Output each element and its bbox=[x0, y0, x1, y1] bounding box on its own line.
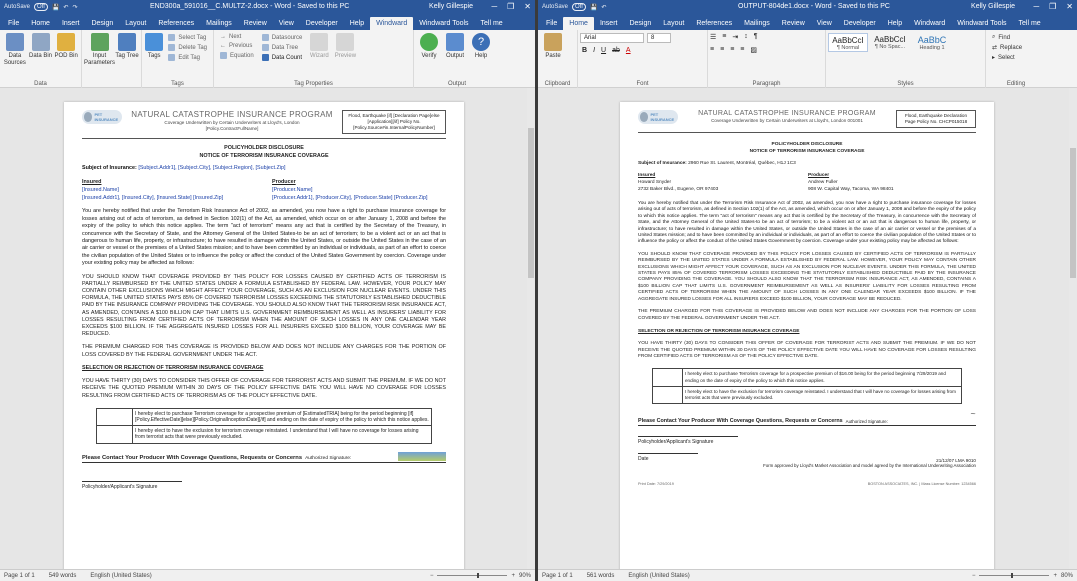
zoom-slider-handle[interactable] bbox=[477, 573, 479, 578]
word-count[interactable]: 549 words bbox=[48, 572, 77, 579]
preview-label: Preview bbox=[334, 53, 357, 59]
tab-windward-tools[interactable]: Windward Tools bbox=[957, 20, 1007, 27]
previous-label: Previous bbox=[229, 43, 253, 49]
help-button[interactable] bbox=[468, 33, 494, 60]
verify-button[interactable] bbox=[416, 33, 442, 60]
tab-references[interactable]: References bbox=[158, 20, 195, 27]
bin-icon bbox=[32, 33, 50, 51]
tab-references[interactable]: References bbox=[696, 20, 733, 27]
logo-mark bbox=[640, 112, 648, 122]
producer-label: Producer bbox=[272, 179, 296, 186]
replace-icon: ⇄ bbox=[992, 45, 998, 51]
params-group bbox=[82, 30, 142, 88]
tab-layout[interactable]: Layout bbox=[663, 20, 685, 27]
premium-paragraph: THE PREMIUM CHARGED FOR THIS COVERAGE IS PROVIDED BELOW AND DOES NOT INCLUDE ANY CHARGES FOR THE PORTION OF LOSS COVERED BY THE FEDERAL GOVERNMENT UNDER THE ACT. bbox=[82, 344, 446, 358]
status-bar bbox=[0, 569, 535, 581]
election-checkbox-1[interactable] bbox=[97, 408, 133, 425]
page-count[interactable]: Page 1 of 1 bbox=[542, 572, 573, 579]
document-area bbox=[538, 88, 1077, 569]
styles-label: Styles bbox=[897, 81, 914, 87]
sort-icon[interactable]: ↕ bbox=[744, 33, 748, 40]
equation-button[interactable] bbox=[220, 52, 254, 59]
redo-icon[interactable]: ↷ bbox=[72, 4, 78, 11]
output-button[interactable] bbox=[442, 33, 468, 60]
subject-label: Subject of Insurance: bbox=[638, 161, 687, 166]
font-label: Font bbox=[636, 81, 649, 87]
arrow-right-icon: → bbox=[220, 34, 226, 40]
font-size-dropdown[interactable]: 8 bbox=[647, 33, 671, 43]
tell-me-search[interactable]: Tell me bbox=[1018, 20, 1041, 27]
tab-file[interactable]: File bbox=[546, 20, 558, 27]
tab-windward[interactable]: Windward bbox=[914, 20, 946, 27]
find-label: Find bbox=[998, 34, 1011, 41]
pilcrow-icon[interactable]: ¶ bbox=[753, 33, 758, 40]
save-icon[interactable]: 💾 bbox=[589, 4, 598, 11]
tree-icon bbox=[118, 33, 136, 51]
producer-name[interactable]: [Producer.Name] bbox=[272, 187, 313, 194]
clipboard-label: Clipboard bbox=[544, 81, 571, 87]
shading-icon[interactable]: ▨ bbox=[750, 47, 757, 54]
select-button[interactable] bbox=[992, 54, 1022, 61]
wizard-label: Wizard bbox=[310, 53, 329, 59]
underline-icon[interactable]: U bbox=[601, 47, 607, 54]
bold-icon[interactable]: B bbox=[582, 47, 588, 54]
style-no-spacing[interactable] bbox=[870, 33, 910, 50]
producer-address: 908 W. Capital Way, Tacoma, WA 98401 bbox=[808, 187, 894, 192]
tab-view[interactable]: View bbox=[816, 20, 832, 27]
subject-label: Subject of Insurance: bbox=[82, 165, 137, 171]
select-tag-button[interactable] bbox=[168, 34, 207, 41]
flood-box: Flood, Earthquake [if] [Declaration Page]else [Application][/if] Policy No. [Policy.Source#in.InternalPolicyNumber] bbox=[342, 110, 446, 134]
window-title: END300a_591016__C.MULTZ-2.docx - Word - Saved to this PC bbox=[150, 3, 350, 10]
wizard-button[interactable] bbox=[306, 33, 332, 60]
contact-producer-text: Please Contact Your Producer With Coverage Questions, Requests or Concerns bbox=[638, 418, 843, 425]
editing-label: Editing bbox=[1006, 81, 1026, 87]
arrow-left-icon: ← bbox=[220, 43, 226, 49]
program-title: NATURAL CATASTROPHE INSURANCE PROGRAM bbox=[698, 110, 876, 117]
style-heading-preview: AaBbC bbox=[917, 35, 947, 45]
user-name[interactable]: Kelly Gillespie bbox=[971, 3, 1015, 10]
logo: PET INSURANCE bbox=[638, 110, 678, 124]
program-subtitle: Coverage Underwritten by Certain Underwriters at Lloyd's, London 001001 bbox=[711, 118, 863, 123]
agency-footer: BOSTON ASSOCIATES, INC. | Mass License Number: 1234566 bbox=[867, 482, 976, 487]
policyholder-signature-line: Policyholder/Applicant's Signature bbox=[82, 481, 182, 490]
program-field[interactable]: [Policy.ContractFullName] bbox=[205, 126, 259, 131]
pod-icon bbox=[57, 33, 75, 51]
output-group bbox=[414, 30, 500, 88]
tags-button[interactable] bbox=[144, 33, 164, 60]
style-no-spacing-preview: AaBbCcI bbox=[874, 35, 906, 44]
election-exclusion-text: I hereby elect to have the exclusion for terrorism coverage reinstated. I understand that I will have no coverage for losses arising from terrorist acts that were previously excluded. bbox=[133, 426, 432, 443]
paragraph-label: Paragraph bbox=[752, 81, 781, 87]
user-name[interactable]: Kelly Gillespie bbox=[429, 3, 473, 10]
word-count[interactable]: 561 words bbox=[586, 572, 615, 579]
paste-label: Paste bbox=[545, 53, 561, 59]
election-purchase-text: I hereby elect to purchase Terrorism coverage for a prospective premium of $16.00 being for the period beginning 7/29/2019 and ending on the date of expiry of the policy to which this notice applies. bbox=[683, 369, 962, 386]
zoom-out-icon[interactable]: − bbox=[429, 572, 434, 579]
language[interactable]: English (United States) bbox=[90, 572, 152, 579]
coverage-paragraph: YOU SHOULD KNOW THAT COVERAGE PROVIDED BY THIS POLICY FOR LOSSES CAUSED BY CERTIFIED ACTS OF TERRORISM IS PARTIALLY REIMBURSED BY THE UNITED STATES UNDER A FORMULA ESTABLISHED BY FEDERAL LAW. HOWEVER, YOUR POLICY MAY CONTAIN OTHER EXCLUSIONS WHICH MIGHT AFFECT YOUR COVERAGE, SUCH AS AN EXCLUSION FOR NUCLEAR EVENTS. UNDER THIS FORMULA, THE UNITED STATES PAYS 85% OF COVERED TERRORISM LOSSES EXCEEDING THE STATUTORILY ESTABLISHED DEDUCTIBLE PAID BY THE INSURANCE COMPANY PROVIDING THE COVERAGE. YOU SHOULD ALSO KNOW THAT THE TERRORISM RISK INSURANCE ACT, AS AMENDED, CONTAINS A $100 BILLION CAP THAT LIMITS U.S. GOVERNMENT REIMBURSEMENT AS WELL AS INSURERS' LIABILITY FOR LOSSES RESULTING FROM CERTIFIED ACTS OF TERRORISM WHEN THE AMOUNT OF SUCH LOSSES IN ANY ONE CALENDAR YEAR EXCEEDS $100 BILLION. IF THE AGGREGATE INSURED LOSSES FOR ALL INSURERS EXCEED $100 BILLION, YOUR COVERAGE MAY BE REDUCED. bbox=[82, 273, 446, 338]
thirty-days-paragraph: YOU HAVE THIRTY (30) DAYS TO CONSIDER THIS OFFER OF COVERAGE FOR TERRORIST ACTS AND SUBMIT THE PREMIUM. IF WE DO NOT RECEIVE THE QUOTED PREMIUM WITHIN 30 DAYS OF THE POLICY EFFECTIVE DATE YOU WILL HAVE NO COVERAGE FOR LOSSES RESULTING FROM CERTIFIED ACTS OF TERRORISM AS OF THE POLICY EFFECTIVE DATE. bbox=[82, 378, 446, 399]
style-heading-name: Heading 1 bbox=[919, 45, 945, 51]
output-label: Output bbox=[445, 53, 464, 59]
data-sources-button[interactable] bbox=[2, 33, 28, 67]
style-normal-preview: AaBbCcI bbox=[832, 36, 864, 45]
data-count-label: Data Count bbox=[271, 54, 303, 61]
tag-tree-button[interactable] bbox=[115, 33, 139, 60]
logo-mark bbox=[84, 112, 92, 122]
election-checkbox-2[interactable] bbox=[653, 386, 683, 403]
justify-icon[interactable]: ≡ bbox=[740, 46, 745, 53]
pod-bin-label: POD Bin bbox=[54, 53, 78, 59]
disclosure-heading: POLICYHOLDER DISCLOSURE bbox=[224, 145, 304, 151]
tab-review[interactable]: Review bbox=[781, 20, 805, 27]
edit-tag-icon bbox=[168, 54, 175, 61]
selection-heading: SELECTION OR REJECTION OF TERRORISM INSURANCE COVERAGE bbox=[82, 364, 264, 371]
paragraph-group bbox=[708, 30, 826, 88]
edit-tag-label: Edit Tag bbox=[178, 54, 200, 61]
align-left-icon[interactable]: ≡ bbox=[710, 46, 715, 53]
parameters-icon bbox=[91, 33, 109, 51]
zoom-level[interactable]: 80% bbox=[1060, 572, 1073, 579]
data-sources-label: Data Sources bbox=[3, 53, 26, 66]
wizard-icon bbox=[310, 33, 328, 51]
data-group bbox=[0, 30, 82, 88]
coverage-paragraph: YOU SHOULD KNOW THAT COVERAGE PROVIDED BY THIS POLICY FOR LOSSES CAUSED BY CERTIFIED ACTS OF TERRORISM IS PARTIALLY REIMBURSED BY THE UNITED STATES UNDER A FORMULA ESTABLISHED BY FEDERAL LAW. HOWEVER, YOUR POLICY MAY CONTAIN OTHER EXCLUSIONS WHICH MIGHT AFFECT YOUR COVERAGE, SUCH AS AN EXCLUSION FOR NUCLEAR EVENTS. UNDER THIS FORMULA, THE UNITED STATES PAYS 85% OF COVERED TERRORISM LOSSES EXCEEDING THE STATUTORILY ESTABLISHED DEDUCTIBLE PAID BY THE INSURANCE COMPANY PROVIDING THE COVERAGE. YOU SHOULD ALSO KNOW THAT THE TERRORISM RISK INSURANCE ACT, AS AMENDED, CONTAINS A $100 BILLION CAP THAT LIMITS U.S. GOVERNMENT REIMBURSEMENT AS WELL AS INSURERS' LIABILITY FOR LOSSES RESULTING FROM CERTIFIED ACTS OF TERRORISM WHEN THE AMOUNT OF SUCH LOSSES IN ANY ONE CALENDAR YEAR EXCEEDS $100 BILLION. IF THE AGGREGATE INSURED LOSSES FOR ALL INSURERS EXCEED $100 BILLION, YOUR COVERAGE MAY BE REDUCED. bbox=[638, 251, 976, 302]
data-bin-label: Data Bin bbox=[29, 53, 53, 59]
tab-help[interactable]: Help bbox=[349, 20, 365, 27]
zoom-level[interactable]: 90% bbox=[518, 572, 531, 579]
align-right-icon[interactable]: ≡ bbox=[730, 46, 735, 53]
tags-label: Tags bbox=[147, 53, 161, 59]
data-bin-button[interactable] bbox=[28, 33, 54, 60]
signature-image: ~ bbox=[970, 410, 976, 419]
indent-icon[interactable]: ⇥ bbox=[732, 34, 739, 41]
datasource-dropdown[interactable] bbox=[262, 34, 303, 41]
windward-ribbon bbox=[0, 30, 535, 88]
document-header bbox=[82, 110, 446, 139]
edit-tag-button[interactable] bbox=[168, 54, 207, 61]
election-exclusion-text: I hereby elect to have the exclusion for terrorism coverage reinstated. I understand that I will have no coverage for losses arising from terrorist acts that were previously excluded. bbox=[683, 386, 962, 403]
tag-tree-label: Tag Tree bbox=[115, 53, 139, 59]
verify-label: Verify bbox=[421, 53, 437, 59]
style-normal[interactable] bbox=[828, 33, 868, 52]
title-bar bbox=[0, 0, 535, 14]
style-normal-name: ¶ Normal bbox=[836, 45, 860, 51]
quick-access-toolbar bbox=[4, 3, 77, 11]
flood-box: Flood, Earthquake Declaration Page Policy No. CHCP015018 bbox=[896, 110, 976, 128]
tab-developer[interactable]: Developer bbox=[843, 20, 876, 27]
insured-address[interactable]: [Insured.Addr1], [Insured.City], [Insured.State] [Insured.Zip] bbox=[82, 195, 224, 202]
insured-label: Insured bbox=[638, 173, 656, 178]
tell-me-search[interactable]: Tell me bbox=[480, 20, 503, 27]
tab-design[interactable]: Design bbox=[91, 20, 114, 27]
editing-group bbox=[986, 30, 1046, 88]
next-button[interactable] bbox=[220, 34, 254, 40]
notice-paragraph: You are hereby notified that under the Terrorism Risk Insurance Act of 2002, as amended, you now have a right to purchase insurance coverage for losses arising out of acts of terrorism, as defined in Section 102(1) of the Act, as amended, which occur on or after January 1, 2008 and before the expiry of the policy to which this notice applies. The term "act of terrorism" means any act that is certified by the Secretary of the Treasury, in concurrence with the Secretary of State, and the Attorney General of the United States-to be an act of terrorism; to be a violent act or an act that is dangerous to human life, property, or infrastructure; to have resulted in damage within the United States, or outside the United States in the case of an air carrier or vessel or the premises of a United States mission; and to have been committed by an individual or individuals, as part of an effort to coerce the civilian population of the United States or to influence the policy or affect the conduct of the United States Government by coercion. Coverage under your existing policy may be affected as follows: bbox=[82, 208, 446, 267]
select-icon: ▸ bbox=[992, 55, 996, 61]
input-parameters-button[interactable] bbox=[84, 33, 115, 67]
strikethrough-icon[interactable]: ab bbox=[612, 47, 620, 54]
document-header bbox=[638, 110, 976, 133]
producer-label: Producer bbox=[808, 173, 830, 178]
search-icon: ⌕ bbox=[992, 34, 996, 40]
data-tree-icon bbox=[262, 44, 269, 51]
zoom-slider[interactable] bbox=[979, 575, 1049, 576]
minimize-icon[interactable]: ─ bbox=[491, 2, 498, 11]
font-color-icon[interactable]: A bbox=[625, 47, 631, 54]
tab-insert[interactable]: Insert bbox=[61, 20, 80, 27]
tab-review[interactable]: Review bbox=[243, 20, 267, 27]
datasource-label: Datasource bbox=[271, 34, 303, 41]
style-heading-1[interactable] bbox=[912, 33, 952, 51]
program-subtitle: Coverage Underwritten by Certain Underwriters at Lloyd's, London bbox=[164, 120, 300, 125]
zoom-out-icon[interactable]: − bbox=[971, 572, 976, 579]
election-checkbox-1[interactable] bbox=[653, 369, 683, 386]
policyholder-signature-line: Policyholder/Applicant's Signature bbox=[638, 436, 738, 445]
insured-name[interactable]: [Insured.Name] bbox=[82, 187, 119, 194]
tab-layout[interactable]: Layout bbox=[125, 20, 147, 27]
quick-access-toolbar bbox=[542, 3, 606, 11]
home-ribbon bbox=[538, 30, 1077, 88]
output-group-label: Output bbox=[447, 81, 466, 87]
zoom-in-icon[interactable]: + bbox=[511, 572, 515, 579]
input-parameters-label: Input Parameters bbox=[84, 53, 116, 66]
scrollbar-thumb[interactable] bbox=[528, 128, 534, 278]
vertical-scrollbar[interactable] bbox=[1069, 88, 1077, 569]
premium-paragraph: THE PREMIUM CHARGED FOR THIS COVERAGE IS PROVIDED BELOW AND DOES NOT INCLUDE ANY CHARGES FOR THE PORTION OF LOSS COVERED BY THE FEDERAL GOVERNMENT UNDER THE ACT. bbox=[638, 309, 976, 321]
delete-tag-icon bbox=[168, 44, 175, 51]
clipboard-group bbox=[538, 30, 578, 88]
tags-group bbox=[142, 30, 214, 88]
font-name-dropdown[interactable]: Arial bbox=[580, 33, 644, 43]
page-count[interactable]: Page 1 of 1 bbox=[4, 572, 35, 579]
date-line: Date bbox=[638, 453, 698, 462]
data-tree-label: Data Tree bbox=[271, 44, 299, 51]
checkmark-icon bbox=[420, 33, 438, 51]
minimize-icon[interactable]: ─ bbox=[1033, 2, 1040, 11]
tab-developer[interactable]: Developer bbox=[305, 20, 338, 27]
close-icon[interactable]: ✕ bbox=[524, 2, 531, 11]
restore-icon[interactable]: ❐ bbox=[507, 2, 515, 11]
close-icon[interactable]: ✕ bbox=[1066, 2, 1073, 11]
clipboard-icon bbox=[544, 33, 562, 51]
contact-producer-text: Please Contact Your Producer With Coverage Questions, Requests or Concerns bbox=[82, 454, 303, 461]
autosave-toggle[interactable]: Off bbox=[34, 3, 48, 11]
election-table bbox=[652, 368, 962, 404]
insured-name: Howard Snyder bbox=[638, 180, 672, 185]
output-icon bbox=[446, 33, 464, 51]
datasource-icon bbox=[262, 34, 269, 41]
zoom-in-icon[interactable]: + bbox=[1053, 572, 1057, 579]
authorized-signature-label: Authorized Signature: bbox=[845, 419, 888, 425]
insured-address: 2732 Baker Blvd., Eugene, OR 97403 bbox=[638, 187, 719, 192]
data-group-label: Data bbox=[34, 81, 47, 87]
program-title: NATURAL CATASTROPHE INSURANCE PROGRAM bbox=[131, 110, 333, 119]
data-count-button[interactable] bbox=[262, 54, 303, 61]
find-button[interactable] bbox=[992, 34, 1022, 41]
equation-label: Equation bbox=[230, 52, 254, 59]
select-label: Select bbox=[998, 54, 1015, 61]
replace-button[interactable] bbox=[992, 44, 1022, 51]
selection-heading: SELECTION OR REJECTION OF TERRORISM INSURANCE COVERAGE bbox=[638, 328, 800, 334]
tab-design[interactable]: Design bbox=[629, 20, 652, 27]
logo: PET INSURANCE bbox=[82, 110, 122, 124]
document-page[interactable] bbox=[64, 102, 464, 569]
autosave-label: AutoSave bbox=[542, 4, 569, 10]
form-code: 21/12/07 LMA 9010 bbox=[936, 458, 976, 464]
tab-file[interactable]: File bbox=[8, 20, 20, 27]
paste-button[interactable] bbox=[540, 33, 566, 60]
play-icon bbox=[336, 33, 354, 51]
document-page[interactable] bbox=[620, 102, 994, 569]
bullets-icon[interactable]: ☰ bbox=[710, 34, 717, 41]
disclosure-heading: POLICYHOLDER DISCLOSURE bbox=[771, 142, 843, 147]
style-no-spacing-name: ¶ No Spac... bbox=[874, 44, 906, 50]
autosave-toggle[interactable]: Off bbox=[572, 3, 586, 11]
data-count-icon bbox=[262, 54, 269, 61]
help-label: Help bbox=[474, 53, 488, 59]
thirty-days-paragraph: YOU HAVE THIRTY (30) DAYS TO CONSIDER THIS OFFER OF COVERAGE FOR TERRORIST ACTS AND SUBMIT THE PREMIUM. IF WE DO NOT RECEIVE THE QUOTED PREMIUM WITHIN 30 DAYS OF THE POLICY EFFECTIVE DATE YOU WILL HAVE NO COVERAGE FOR LOSSES RESULTING FROM CERTIFIED ACTS OF TERRORISM AS OF THE POLICY EFFECTIVE DATE. bbox=[638, 341, 976, 359]
tab-mailings[interactable]: Mailings bbox=[744, 20, 770, 27]
print-date: Print Date: 7/29/2019 bbox=[638, 482, 674, 487]
question-icon: ? bbox=[472, 33, 490, 51]
tab-view[interactable]: View bbox=[278, 20, 294, 27]
ribbon-tabs bbox=[538, 14, 1077, 30]
undo-icon[interactable]: ↶ bbox=[63, 4, 69, 11]
left-word-window bbox=[0, 0, 535, 581]
font-group bbox=[578, 30, 708, 88]
subject-value[interactable]: [Subject.Addr1], [Subject.City], [Subject.Region], [Subject.Zip] bbox=[138, 165, 286, 171]
producer-name: Andrew Fuller bbox=[808, 180, 838, 185]
zoom-slider-handle[interactable] bbox=[1011, 573, 1013, 578]
notice-heading: NOTICE OF TERRORISM INSURANCE COVERAGE bbox=[199, 153, 329, 159]
election-table bbox=[96, 408, 432, 444]
delete-tag-button[interactable] bbox=[168, 44, 207, 51]
tag-properties-group bbox=[214, 30, 414, 88]
tags-group-label: Tags bbox=[171, 81, 184, 87]
tab-home[interactable]: Home bbox=[563, 17, 594, 30]
autosave-label: AutoSave bbox=[4, 4, 31, 10]
numbering-icon[interactable]: ≡ bbox=[722, 33, 727, 40]
next-label: Next bbox=[229, 34, 242, 40]
replace-label: Replace bbox=[1000, 44, 1023, 51]
zoom-slider[interactable] bbox=[437, 575, 507, 576]
align-center-icon[interactable]: ≡ bbox=[720, 46, 725, 53]
language[interactable]: English (United States) bbox=[628, 572, 690, 579]
italic-icon[interactable]: I bbox=[593, 47, 596, 54]
save-icon[interactable]: 💾 bbox=[51, 4, 60, 11]
equation-icon bbox=[220, 52, 227, 59]
subject-value: 2960 Rue St. Laurent, Montréal, Québec, H1J 1C3 bbox=[688, 161, 796, 166]
vertical-scrollbar[interactable] bbox=[527, 88, 535, 569]
document-area bbox=[0, 88, 535, 569]
previous-button[interactable] bbox=[220, 43, 254, 49]
tab-insert[interactable]: Insert bbox=[599, 20, 618, 27]
delete-tag-label: Delete Tag bbox=[178, 44, 207, 51]
select-tag-label: Select Tag bbox=[178, 34, 207, 41]
notice-heading: NOTICE OF TERRORISM INSURANCE COVERAGE bbox=[749, 149, 865, 154]
tag-properties-label: Tag Properties bbox=[294, 81, 333, 87]
preview-button[interactable] bbox=[332, 33, 358, 60]
notice-paragraph: You are hereby notified that under the Terrorism Risk Insurance Act of 2002, as amended, you now have a right to purchase insurance coverage for losses arising out of acts of terrorism, as defined in Section 102(1) of the Act, as amended, which occur on or after January 1, 2008 and before the expiry of the policy to which this notice applies. The term "act of terrorism" means any act that is certified by the Secretary of the Treasury, in concurrence with the Secretary of State, and the Attorney General of the United States-to be an act of terrorism; to be a violent act or an act that is dangerous to human life, property, or infrastructure; to have resulted in damage within the United States, or outside the United States in the case of an air carrier or vessel or the premises of a United States mission; and to have been committed by an individual or individuals, as part of an effort to coerce the civilian population of the United States or to influence the policy or affect the conduct of the United States Government by coercion. Coverage under your existing policy may be affected as follows: bbox=[638, 201, 976, 245]
tab-windward-tools[interactable]: Windward Tools bbox=[419, 20, 469, 27]
tab-help[interactable]: Help bbox=[887, 20, 903, 27]
select-tag-icon bbox=[168, 34, 175, 41]
tab-mailings[interactable]: Mailings bbox=[206, 20, 232, 27]
window-title: OUTPUT-804de1.docx - Word - Saved to this PC bbox=[738, 3, 890, 10]
form-approval-note: Form approved by Lloyd's Market Association and model agreed by the International Underwriting Association bbox=[763, 463, 976, 469]
database-icon bbox=[6, 33, 24, 51]
ribbon-tabs bbox=[0, 14, 535, 30]
right-word-window bbox=[538, 0, 1077, 581]
undo-icon[interactable]: ↶ bbox=[601, 4, 607, 11]
tag-icon bbox=[145, 33, 163, 51]
title-bar bbox=[538, 0, 1077, 14]
pod-bin-button[interactable] bbox=[53, 33, 79, 60]
styles-group bbox=[826, 30, 986, 88]
authorized-signature-label: Authorized Signature: bbox=[305, 455, 352, 461]
scrollbar-thumb[interactable] bbox=[1070, 148, 1076, 278]
insured-label: Insured bbox=[82, 179, 102, 186]
status-bar bbox=[538, 569, 1077, 581]
election-purchase-text: I hereby elect to purchase Terrorism coverage for a prospective premium of [EstimatedTRIA] being for the period beginning [if][Policy.EffectiveDate][else][Policy.OriginalInceptionDate][/if] and ending on the date of expiry of the policy to which this notice applies. bbox=[133, 408, 432, 425]
signature-image[interactable] bbox=[398, 452, 446, 461]
restore-icon[interactable]: ❐ bbox=[1049, 2, 1057, 11]
tab-windward[interactable]: Windward bbox=[370, 17, 413, 30]
tab-home[interactable]: Home bbox=[31, 20, 50, 27]
data-tree-button[interactable] bbox=[262, 44, 303, 51]
election-checkbox-2[interactable] bbox=[97, 426, 133, 443]
producer-address[interactable]: [Producer.Addr1], [Producer.City], [Producer.State] [Producer.Zip] bbox=[272, 195, 428, 202]
